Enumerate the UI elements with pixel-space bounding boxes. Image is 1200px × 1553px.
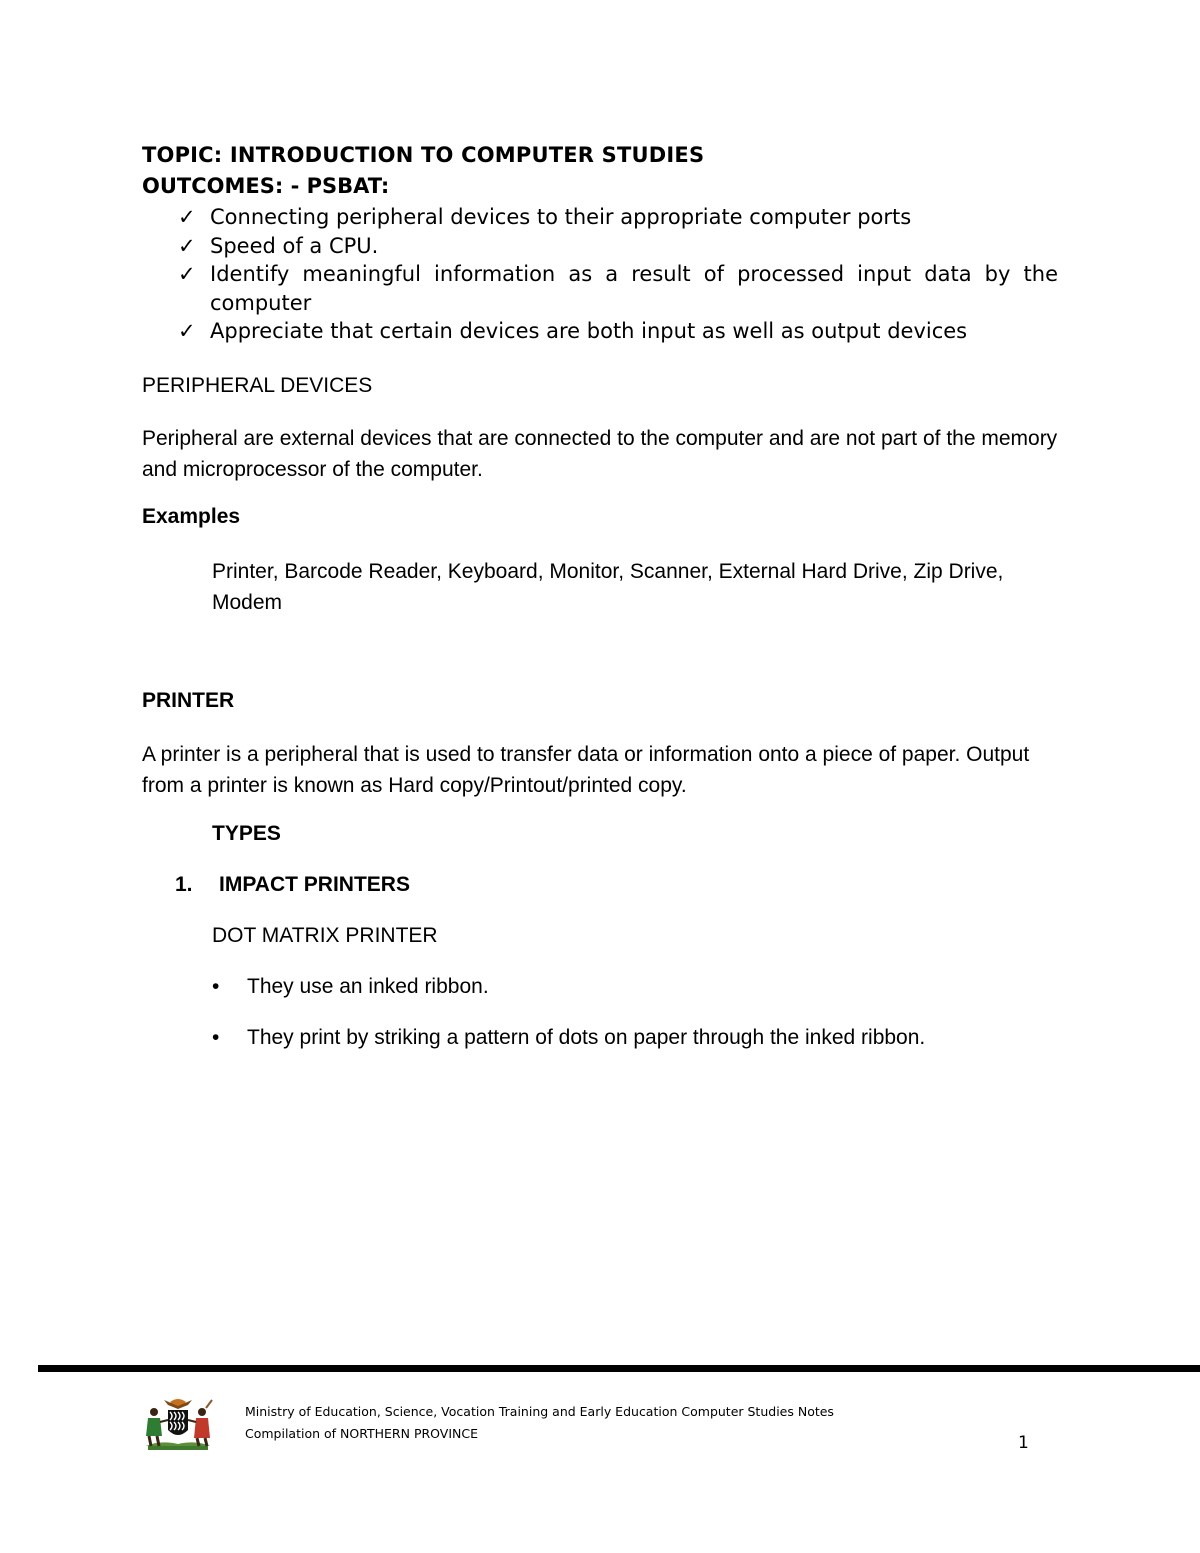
outcome-item bbox=[178, 260, 1058, 317]
impact-printers-heading bbox=[175, 873, 410, 897]
peripheral-definition: Peripheral are external devices that are connected to the computer and are not part of the memory and microprocessor of the computer. bbox=[142, 427, 1058, 481]
outcome-item bbox=[178, 232, 1058, 261]
impact-printers-label: IMPACT PRINTERS bbox=[219, 873, 410, 896]
bullet-text: They use an inked ribbon. bbox=[247, 975, 489, 998]
outcome-text: Speed of a CPU. bbox=[210, 233, 379, 258]
checkmark-icon: ✓ bbox=[178, 205, 196, 229]
checkmark-icon: ✓ bbox=[178, 262, 196, 286]
page-number: 1 bbox=[1018, 1433, 1029, 1453]
examples-list: Printer, Barcode Reader, Keyboard, Monitor, Scanner, External Hard Drive, Zip Drive, Modem bbox=[212, 560, 1004, 614]
outcome-text: Identify meaningful information as a result of processed input data by the computer bbox=[210, 262, 1058, 315]
examples-heading: Examples bbox=[142, 505, 241, 528]
outcome-item bbox=[178, 317, 1058, 346]
outcome-text: Appreciate that certain devices are both input as well as output devices bbox=[210, 319, 968, 343]
types-heading: TYPES bbox=[212, 822, 281, 845]
bullet-text: They print by striking a pattern of dots on paper through the inked ribbon. bbox=[247, 1026, 926, 1049]
footer-compilation-text: Compilation of NORTHERN PROVINCE bbox=[245, 1426, 478, 1441]
footer-ministry-text: Ministry of Education, Science, Vocation Training and Early Education Computer Studies Notes bbox=[245, 1404, 834, 1419]
printer-definition: A printer is a peripheral that is used to transfer data or information onto a piece of paper. Output from a printer is known as Hard copy/Printout/printed copy. bbox=[142, 743, 1030, 797]
checkmark-icon: ✓ bbox=[178, 319, 196, 343]
outcomes-label: OUTCOMES: - PSBAT: bbox=[142, 174, 390, 198]
peripheral-devices-heading: PERIPHERAL DEVICES bbox=[142, 374, 373, 397]
list-number: 1. bbox=[175, 873, 193, 896]
printer-heading: PRINTER bbox=[142, 689, 235, 712]
topic-title: TOPIC: INTRODUCTION TO COMPUTER STUDIES bbox=[142, 143, 705, 167]
bullet-icon: • bbox=[212, 975, 220, 998]
checkmark-icon: ✓ bbox=[178, 233, 196, 258]
outcome-item bbox=[178, 203, 1058, 232]
coat-of-arms-icon bbox=[140, 1396, 216, 1450]
footer-divider bbox=[38, 1365, 1200, 1372]
dot-matrix-heading: DOT MATRIX PRINTER bbox=[212, 924, 438, 947]
bullet-icon: • bbox=[212, 1026, 220, 1049]
outcome-text: Connecting peripheral devices to their appropriate computer ports bbox=[210, 205, 912, 229]
outcomes-list bbox=[178, 203, 1058, 346]
